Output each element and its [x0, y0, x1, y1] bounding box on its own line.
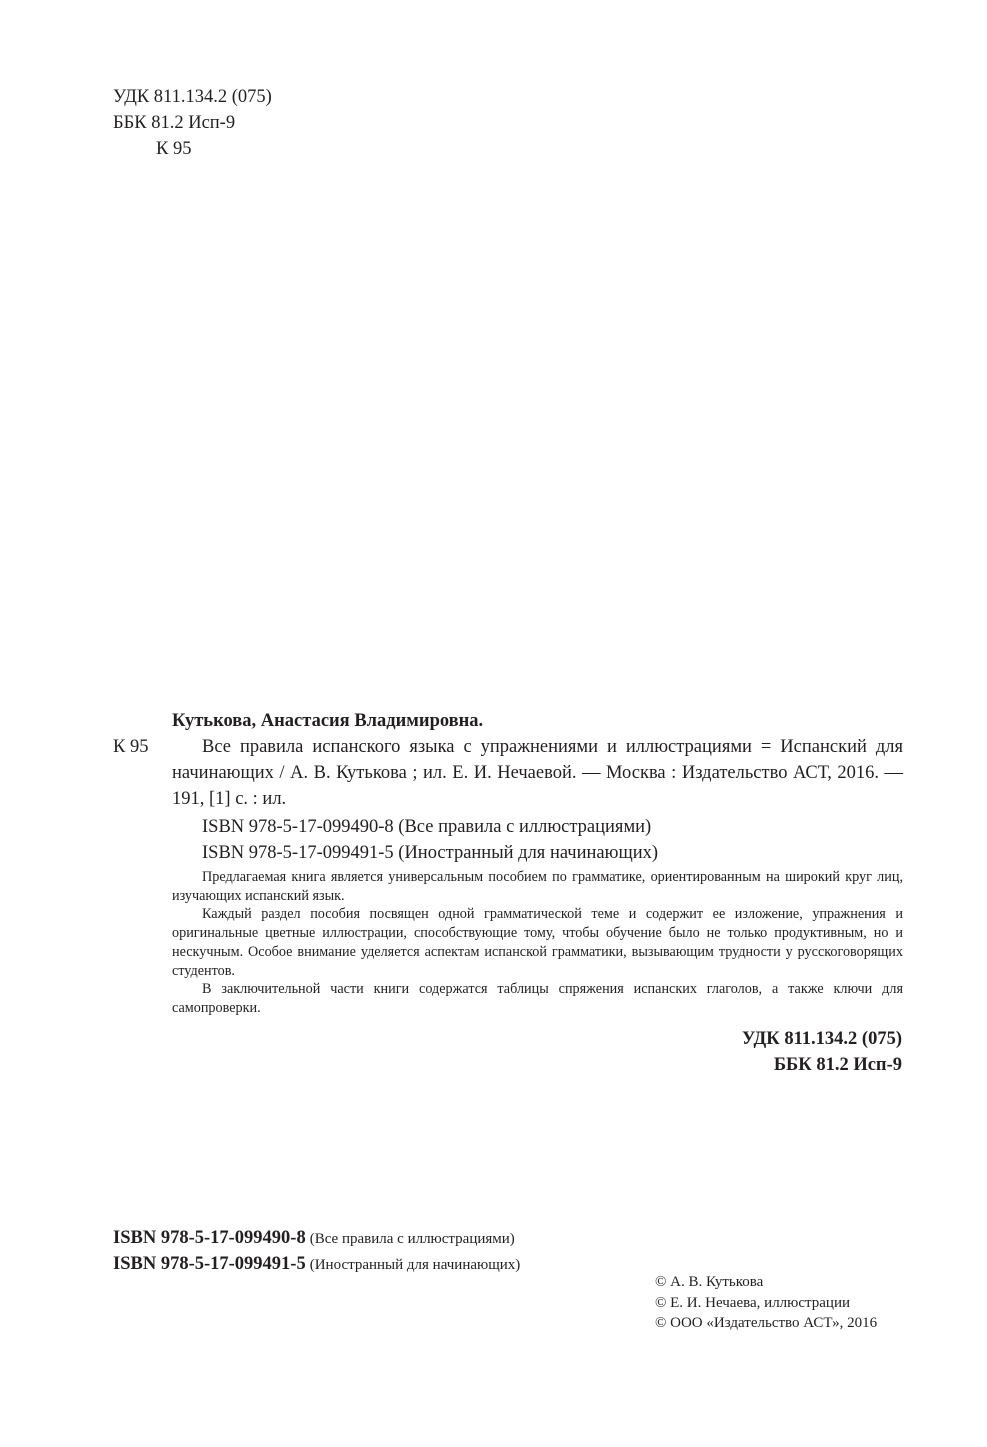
catalog-classification: [742, 1026, 902, 1078]
isbn-line: ISBN 978-5-17-099490-8 (Все правила с иллюстрациями): [202, 817, 652, 837]
isbn-footer: [113, 1226, 520, 1278]
annotation-paragraph: Предлагаемая книга является универсальным пособием по грамматике, ориентированным на широкий круг лиц, изучающих испанский язык.: [172, 869, 903, 904]
bbk-code: ББК 81.2 Исп-9: [113, 113, 236, 133]
catalog-author: Кутькова, Анастасия Владимировна.: [172, 711, 484, 731]
isbn-series: (Все правила с иллюстрациями): [309, 1231, 515, 1247]
isbn-footer-line: [113, 1226, 520, 1252]
copyright-line: © А. В. Кутькова: [655, 1274, 764, 1290]
annotation-paragraph: В заключительной части книги содержатся таблицы спряжения испанских глаголов, а также ключи для самопроверки.: [172, 981, 903, 1016]
udk-code: УДК 811.134.2 (075): [741, 1029, 902, 1049]
annotation-paragraph: Каждый раздел пособия посвящен одной грамматической теме и содержит ее изложение, упражнения и оригинальные цветные иллюстрации, способствующие тому, чтобы обучение было не только продуктивным, но и нескучным. Особое внимание уделяется аспектам испанской грамматики, вызывающим трудности у русскоговорящих студентов.: [172, 906, 903, 979]
isbn-series: (Иностранный для начинающих): [309, 1257, 521, 1273]
catalog-author-mark: К 95: [113, 737, 149, 757]
isbn-footer-line: [113, 1252, 520, 1278]
copyright-block: [655, 1272, 877, 1334]
bbk-code: ББК 81.2 Исп-9: [773, 1055, 902, 1075]
isbn-number: ISBN 978-5-17-099491-5: [113, 1254, 306, 1274]
catalog-isbn-list: [202, 814, 658, 866]
annotation: [172, 868, 903, 1018]
udk-code: УДК 811.134.2 (075): [113, 87, 272, 107]
copyright-line: © Е. И. Нечаева, иллюстрации: [655, 1294, 850, 1311]
isbn-line: ISBN 978-5-17-099491-5 (Иностранный для начинающих): [202, 843, 659, 863]
isbn-number: ISBN 978-5-17-099490-8: [113, 1228, 306, 1248]
bibliographic-description: [172, 734, 903, 812]
header-codes: [113, 84, 272, 162]
author-mark: К 95: [156, 139, 192, 159]
bibliographic-text: Все правила испанского языка с упражнениями и иллюстрациями = Испанский для начинающих / А. В. Кутькова ; ил. Е. И. Нечаевой. — Москва : Издательство АСТ, 2016. — 191, [1] с. : ил.: [172, 737, 903, 809]
copyright-line: © ООО «Издательство АСТ», 2016: [655, 1315, 878, 1331]
